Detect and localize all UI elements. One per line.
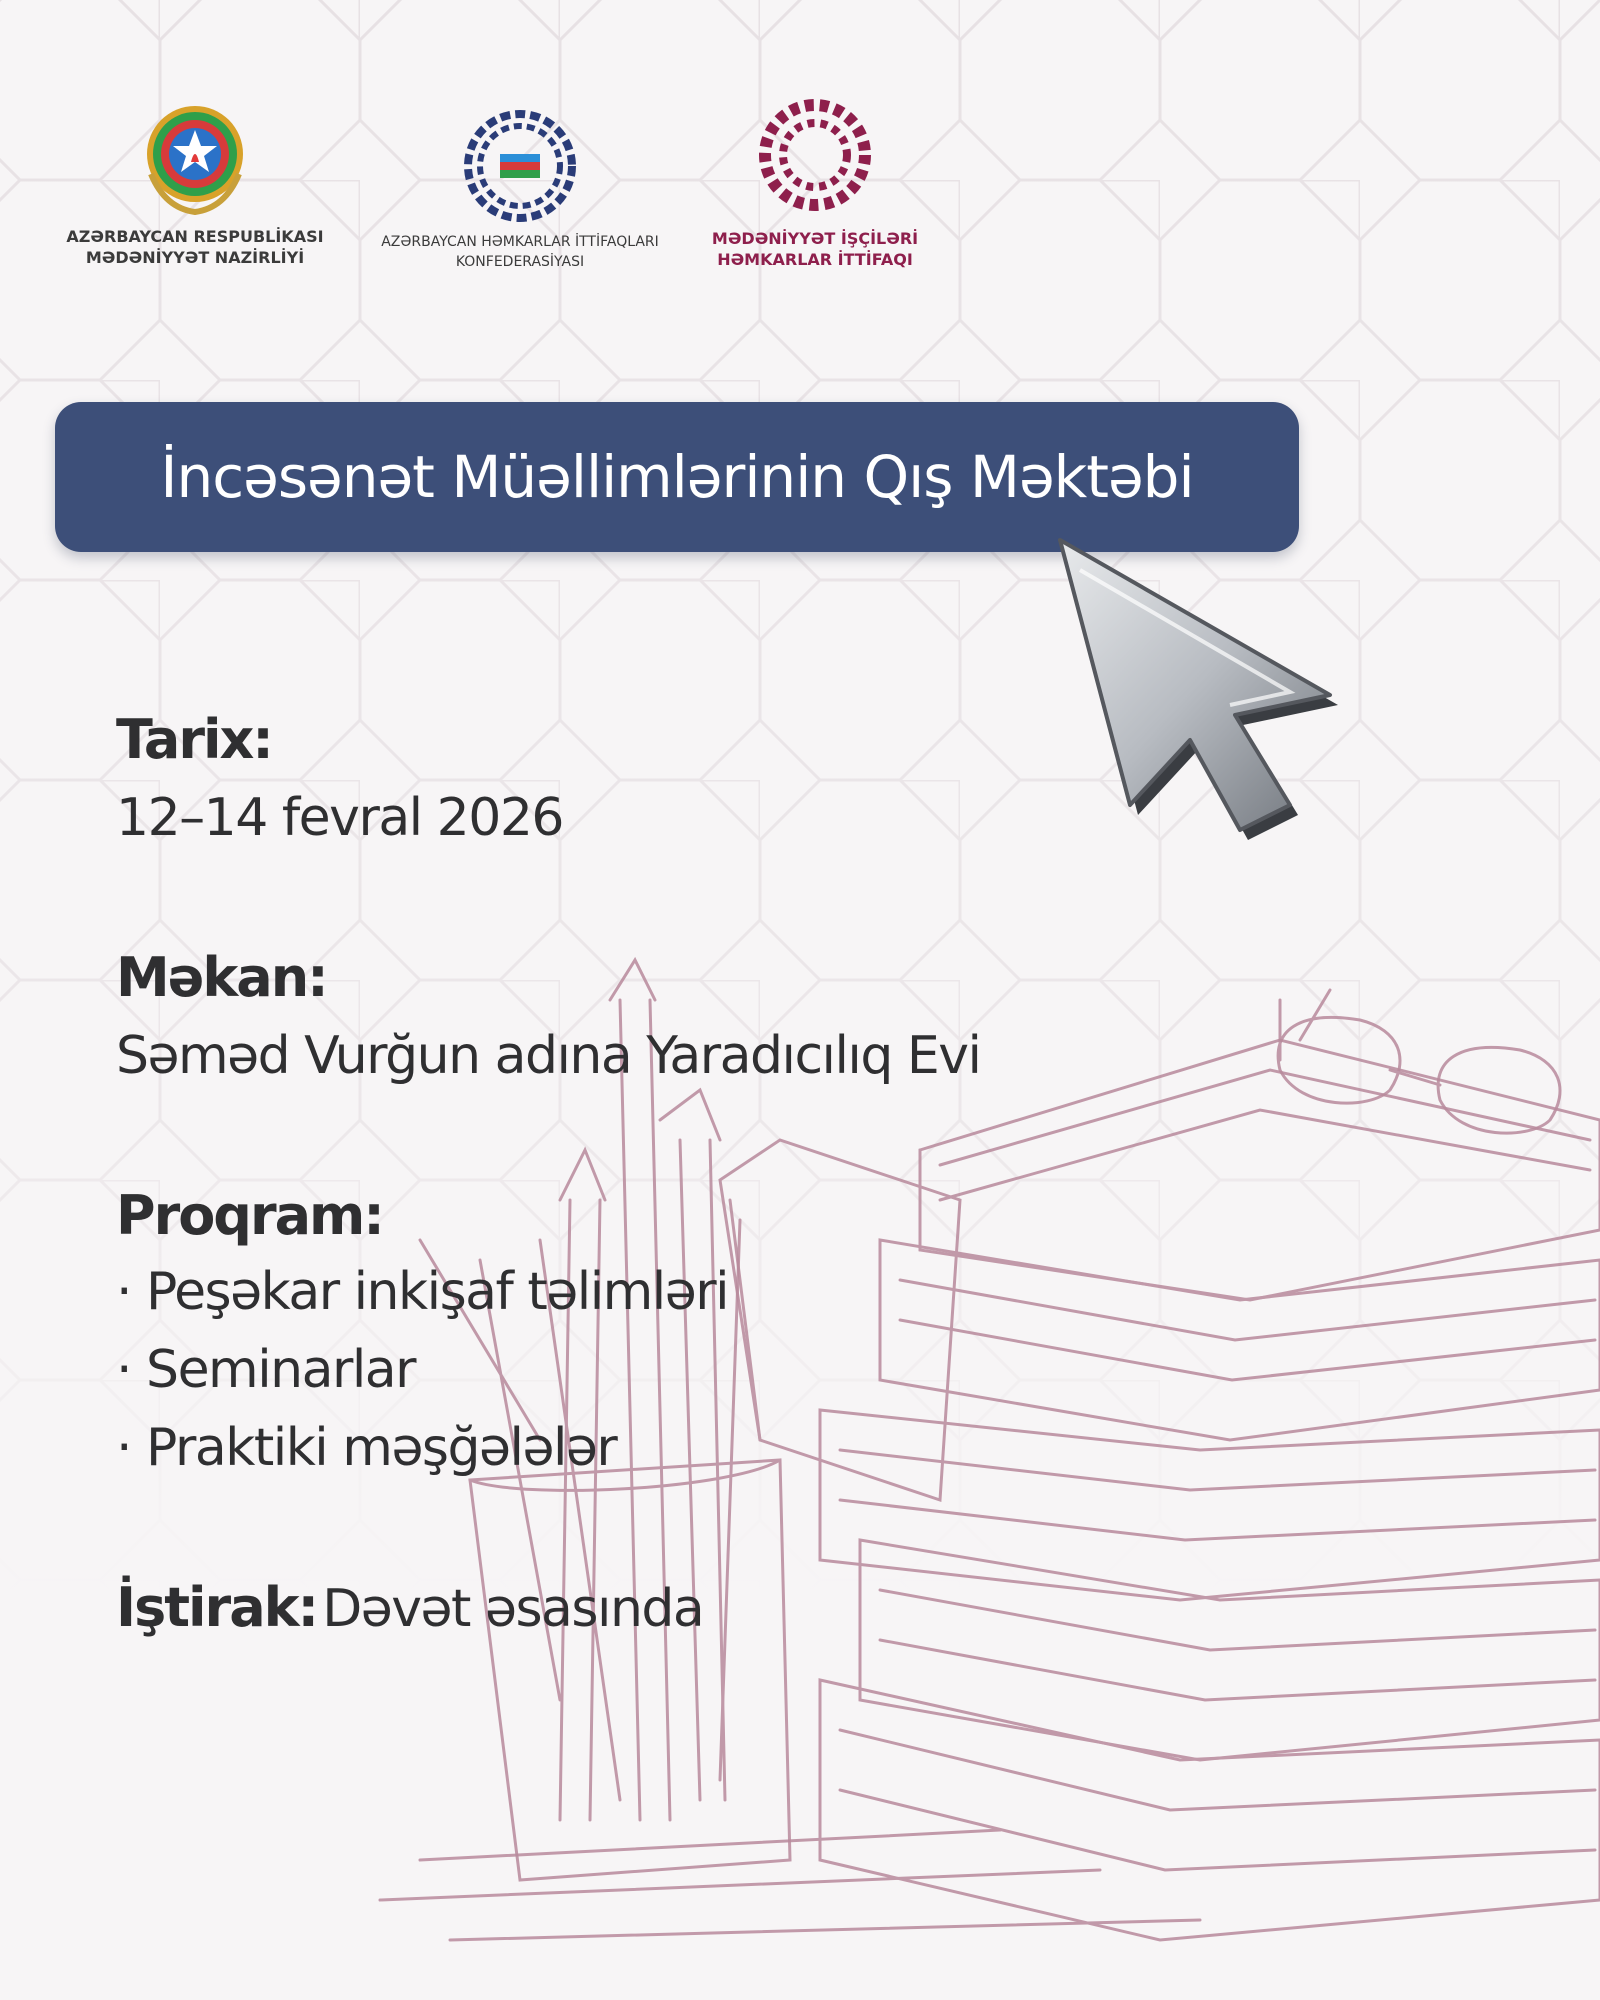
date-value: 12–14 fevral 2026	[116, 788, 563, 848]
program-item-2: · Seminarlar	[116, 1340, 416, 1400]
program-item-1: · Peşəkar inkişaf təlimləri	[116, 1262, 729, 1322]
confederation-emblem-icon	[464, 110, 576, 222]
date-label-text: Tarix:	[116, 708, 272, 771]
venue-label: Məkan:	[116, 946, 327, 1009]
participation-label: İştirak:	[116, 1576, 318, 1639]
culture-union-emblem-icon	[756, 96, 874, 214]
ministry-name: AZƏRBAYCAN RESPUBLİKASI MƏDƏNİYYƏT NAZİRLİYİ	[66, 227, 324, 267]
confederation-name: AZƏRBAYCAN HƏMKARLAR İTTİFAQLARI KONFEDERASİYASI	[381, 234, 659, 270]
culture-union-name: MƏDƏNİYYƏT İŞÇİLƏRİ HƏMKARLAR İTTİFAQI	[711, 229, 919, 269]
logo-ministry	[60, 96, 330, 268]
page-title: İncəsənət Müəllimlərinin Qış Məktəbi	[160, 443, 1194, 511]
participation-row	[116, 1576, 703, 1639]
cursor-arrow-icon	[1040, 520, 1350, 850]
participation-value: Dəvət əsasında	[322, 1579, 704, 1639]
ministry-emblem-icon	[135, 96, 255, 218]
program-label: Proqram:	[116, 1184, 383, 1247]
venue-value: Səməd Vurğun adına Yaradıcılıq Evi	[116, 1026, 981, 1086]
logo-confederation	[360, 110, 680, 272]
program-item-3: · Praktiki məşğələlər	[116, 1418, 617, 1478]
logo-culture-union	[700, 96, 930, 270]
